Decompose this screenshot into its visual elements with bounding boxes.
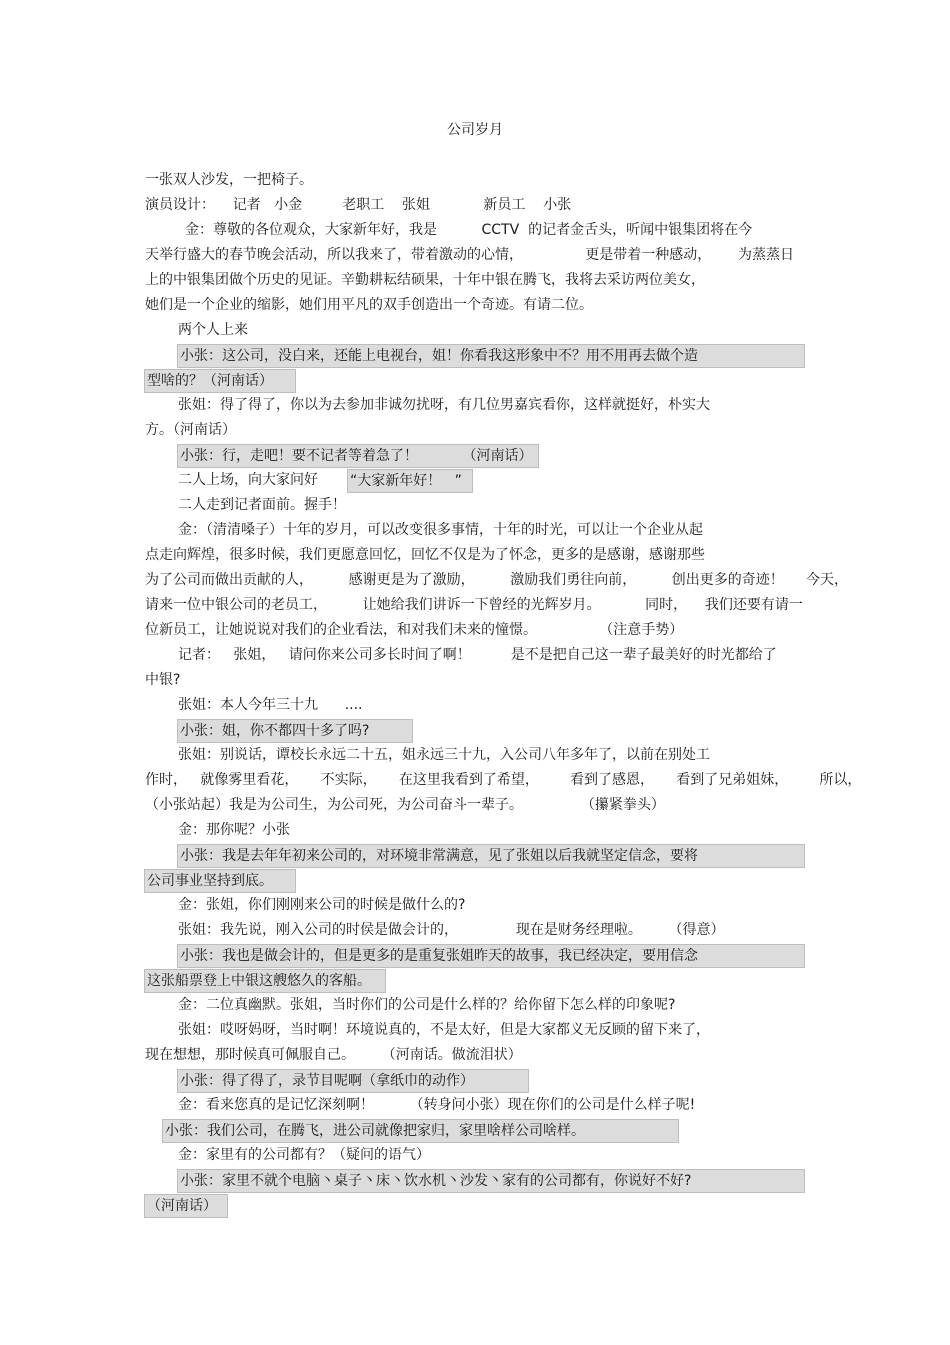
dialogue-line: 金：看来您真的是记忆深刻啊！ （转身问小张）现在你们的公司是什么样子呢! xyxy=(178,1097,696,1113)
dialogue-line: 为了公司而做出贡献的人， 感谢更是为了激励， 激励我们勇往向前， 创出更多的奇迹！ 今天， xyxy=(145,572,849,588)
highlighted-line: 型啥的？（河南话） xyxy=(145,370,295,392)
dialogue-line: 请来一位中银公司的老员工， 让她给我们讲诉一下曾经的光辉岁月。 同时， 我们还要有请一 xyxy=(145,597,803,613)
highlighted-line: 小张：我是去年年初来公司的，对环境非常满意，见了张姐以后我就坚定信念，要将 xyxy=(178,845,804,867)
dialogue-line: 方。（河南话） xyxy=(145,422,236,438)
highlighted-line: （河南话） xyxy=(145,1195,227,1217)
dialogue-line: 金：张姐，你们刚刚来公司的时候是做什么的? xyxy=(178,897,466,913)
dialogue-line: （小张站起）我是为公司生，为公司死，为公司奋斗一辈子。 （攥紧拳头） xyxy=(145,797,665,813)
highlighted-line: 小张：得了得了，录节目呢啊（拿纸巾的动作） xyxy=(178,1070,528,1092)
dialogue-line: 天举行盛大的春节晚会活动，所以我来了，带着激动的心情， 更是带着一种感动， 为蒸蒸日 xyxy=(145,247,795,263)
highlighted-line: 小张：我也是做会计的，但是更多的是重复张姐昨天的故事，我已经决定，要用信念 xyxy=(178,945,804,967)
dialogue-line: 张姐：我先说，刚入公司的时侯是做会计的， 现在是财务经理啦。 （得意） xyxy=(178,922,725,938)
dialogue-line: 张姐：得了得了，你以为去参加非诚勿扰呀，有几位男嘉宾看你，这样就挺好，朴实大 xyxy=(178,397,710,413)
stage-direction: 一张双人沙发，一把椅子。 xyxy=(145,172,313,188)
highlighted-line: 小张：姐，你不都四十多了吗? xyxy=(178,720,412,742)
dialogue-line: 金：尊敬的各位观众，大家新年好，我是 CCTV 的记者金舌头，听闻中银集团将在今 xyxy=(185,222,753,238)
dialogue-line: 金：（清清嗓子）十年的岁月，可以改变很多事情，十年的时光，可以让一个企业从起 xyxy=(178,522,703,538)
highlighted-line: 公司事业坚持到底。 xyxy=(145,870,295,892)
highlighted-line: 小张：我们公司，在腾飞，进公司就像把家归，家里啥样公司啥样。 xyxy=(163,1120,678,1142)
dialogue-line: 张姐：哎呀妈呀，当时啊！环境说真的，不是太好，但是大家都义无反顾的留下来了， xyxy=(178,1022,710,1038)
stage-direction: 二人上场，向大家问好 xyxy=(178,472,318,488)
dialogue-line: 金：家里有的公司都有？（疑问的语气） xyxy=(178,1147,430,1163)
highlighted-line: 小张：行，走吧！要不记者等着急了！ （河南话） xyxy=(178,445,538,467)
highlighted-line: 小张：这公司，没白来，还能上电视台，姐！你看我这形象中不？用不用再去做个造 xyxy=(178,345,804,367)
dialogue-line: 现在想想，那时候真可佩服自己。 （河南话。做流泪状） xyxy=(145,1047,522,1063)
stage-direction: 二人走到记者面前。握手！ xyxy=(178,497,346,513)
dialogue-line: 点走向辉煌，很多时候，我们更愿意回忆，回忆不仅是为了怀念，更多的是感谢，感谢那些 xyxy=(145,547,705,563)
dialogue-line: 金：二位真幽默。张姐，当时你们的公司是什么样的？给你留下怎么样的印象呢? xyxy=(178,997,676,1013)
highlighted-greeting: “大家新年好！ ” xyxy=(348,470,472,492)
dialogue-line: 中银? xyxy=(145,672,181,688)
dialogue-line: 位新员工，让她说说对我们的企业看法，和对我们未来的憧憬。 （注意手势） xyxy=(145,622,684,638)
dialogue-line: 作时， 就像雾里看花， 不实际， 在这里我看到了希望， 看到了感恩， 看到了兄弟姐妹， 所以， xyxy=(145,772,862,788)
highlighted-line: 小张：家里不就个电脑丶桌子丶床丶饮水机丶沙发丶家有的公司都有，你说好不好? xyxy=(178,1170,804,1192)
dialogue-line: 金：那你呢？小张 xyxy=(178,822,290,838)
document-title: 公司岁月 xyxy=(447,122,503,138)
stage-direction: 两个人上来 xyxy=(178,322,248,338)
highlighted-line: 这张船票登上中银这艘悠久的客船。 xyxy=(145,970,385,992)
dialogue-line: 上的中银集团做个历史的见证。辛勤耕耘结硕果，十年中银在腾飞，我将去采访两位美女， xyxy=(145,272,705,288)
dialogue-line: 张姐：本人今年三十九 .... xyxy=(178,697,363,713)
dialogue-line: 记者： 张姐， 请问你来公司多长时间了啊！ 是不是把自己这一辈子最美好的时光都给了 xyxy=(178,647,777,663)
cast-list: 演员设计： 记者 小金 老职工 张姐 新员工 小张 xyxy=(145,197,572,213)
dialogue-line: 张姐：别说话，谭校长永远二十五，姐永远三十九，入公司八年多年了，以前在别处工 xyxy=(178,747,710,763)
dialogue-line: 她们是一个企业的缩影，她们用平凡的双手创造出一个奇迹。有请二位。 xyxy=(145,297,593,313)
